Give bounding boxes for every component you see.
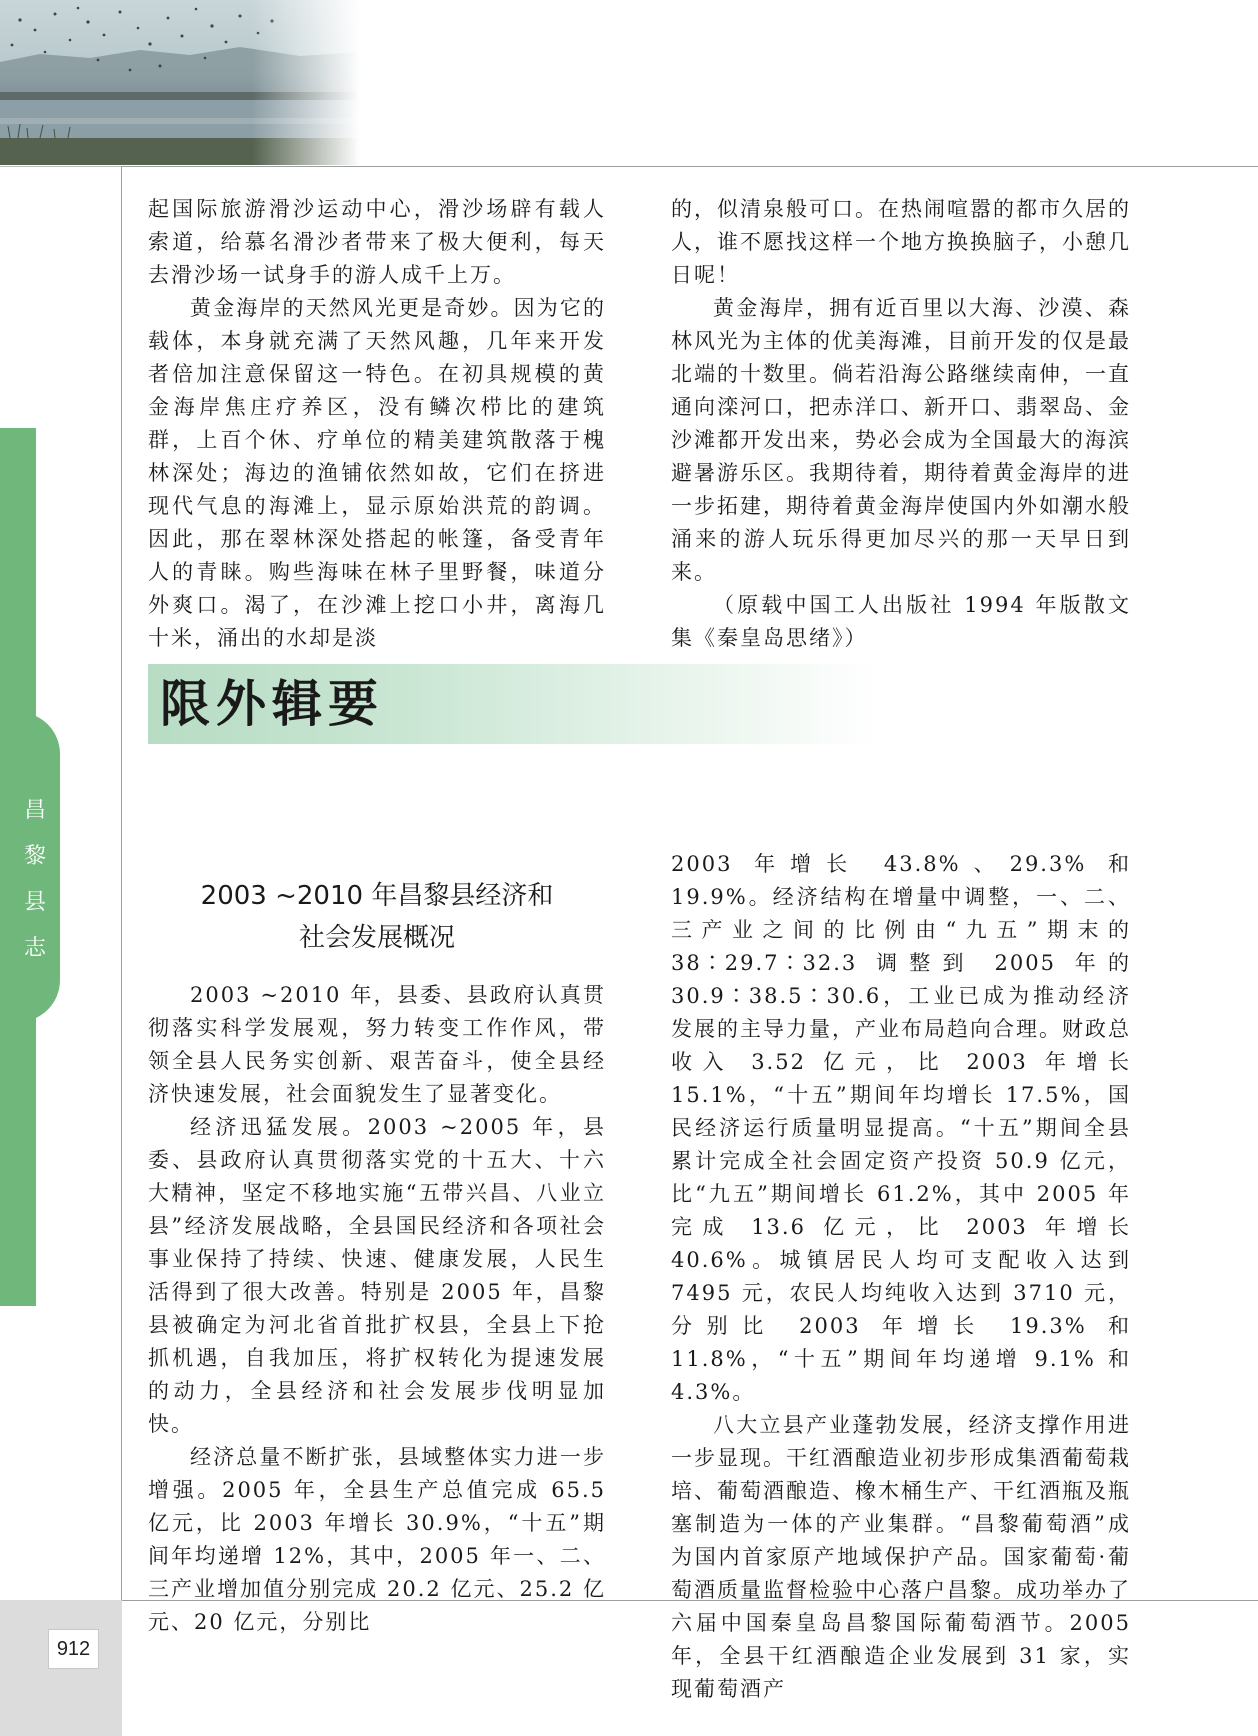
top-right-column [671,193,1131,655]
article-title [148,875,606,959]
paragraph: 黄金海岸，拥有近百里以大海、沙漠、森林风光为主体的优美海滩，目前开发的仅是最北端的十数里。倘若沿海公路继续南伸，一直通向滦河口，把赤洋口、新开口、翡翠岛、金沙滩都开发出来，势必会成为全国最大的海滨避暑游乐区。我期待着，期待着黄金海岸的进一步拓建，期待着黄金海岸使国内外如潮水般涌来的游人玩乐得更加尽兴的那一天早日到来。 [671,296,1131,584]
paragraph: 八大立县产业蓬勃发展，经济支撑作用进一步显现。干红酒酿造业初步形成集酒葡萄栽培、葡萄酒酿造、橡木桶生产、干红酒瓶及瓶塞制造为一体的产业集群。“昌黎葡萄酒”成为国内首家原产地域保护产品。国家葡萄·葡萄酒质量监督检验中心落户昌黎。成功举办了六届中国秦皇岛昌黎国际葡萄酒节。2005 年，全县干红酒酿造企业发展到 31 家，实现葡萄酒产 [671,1413,1131,1701]
side-title-char: 志 [23,936,46,961]
article-right-column [671,848,1131,1706]
header-photo-fade [0,0,360,165]
paragraph: 黄金海岸的天然风光更是奇妙。因为它的载体，本身就充满了天然风趣，几年来开发者倍加注意保留这一特色。在初具规模的黄金海岸焦庄疗养区，没有鳞次栉比的建筑群，上百个休、疗单位的精美建筑散落于槐林深处；海边的渔铺依然如故，它们在挤进现代气息的海滩上，显示原始洪荒的韵调。因此，那在翠林深处搭起的帐篷，备受青年人的青睐。购些海味在林子里野餐，味道分外爽口。渴了，在沙滩上挖口小井，离海几十米，涌出的水却是淡 [148,296,606,650]
article-title-line: 2003 ~2010 年昌黎县经济和 [200,881,554,911]
paragraph: 2003 年增长 43.8%、29.3% 和 19.9%。经济结构在增量中调整，一、二、三产业之间的比例由“九五”期末的 38∶29.7∶32.3 调整到 2005 年的 30.9∶38.5∶30.6，工业已成为推动经济发展的主导力量，产业布局趋向合理。财政总收入 3.52 亿元，比 2003 年增长 15.1%，“十五”期间年均增长 17.5%，国民经济运行质量明显提高。“十五”期间全县累计完成全社会固定资产投资 50.9 亿元，比“九五”期间增长 61.2%，其中 2005 年完成 13.6 亿元，比 2003 年增长 40.6%。城镇居民人均可支配收入达到 7495 元，农民人均纯收入达到 3710 元，分别比 2003 年增长 19.3% 和 11.8%，“十五”期间年均递增 9.1% 和 4.3%。 [671,852,1131,1404]
side-book-title [18,788,52,972]
header-landscape-photo [0,0,360,165]
section-title: 限外辑要 [160,674,384,733]
side-title-char: 黎 [23,844,46,869]
article-left-column [148,979,606,1639]
article-title-line: 社会发展概况 [298,923,455,953]
paragraph: 经济迅猛发展。2003 ~2005 年，县委、县政府认真贯彻落实党的十五大、十六大精神，坚定不移地实施“五带兴昌、八业立县”经济发展战略，全县国民经济和各项社会事业保持了持续、快速、健康发展，人民生活得到了很大改善。特别是 2005 年，昌黎县被确定为河北省首批扩权县，全县上下抢抓机遇，自我加压，将扩权转化为提速发展的动力，全县经济和社会发展步伐明显加快。 [148,1115,606,1436]
source-note: （原载中国工人出版社 1994 年版散文集《秦皇岛思绪》） [671,593,1131,650]
paragraph: 起国际旅游滑沙运动中心，滑沙场辟有载人索道，给慕名滑沙者带来了极大便利，每天去滑沙场一试身手的游人成千上万。 [148,197,606,287]
top-rule [122,166,1258,167]
side-title-char: 昌 [23,798,46,823]
left-vertical-rule [121,166,122,1600]
top-rule-left [0,166,122,167]
side-title-char: 县 [23,890,46,915]
top-left-column [148,193,606,655]
paragraph: 的，似清泉般可口。在热闹喧嚣的都市久居的人，谁不愿找这样一个地方换换脑子，小憩几日呢！ [671,197,1131,287]
page-number: 912 [48,1629,99,1669]
paragraph: 2003 ~2010 年，县委、县政府认真贯彻落实科学发展观，努力转变工作作风，带领全县人民务实创新、艰苦奋斗，使全县经济快速发展，社会面貌发生了显著变化。 [148,983,606,1106]
paragraph: 经济总量不断扩张，县域整体实力进一步增强。2005 年，全县生产总值完成 65.5 亿元，比 2003 年增长 30.9%，“十五”期间年均递增 12%，其中，2005 年一、二、三产业增加值分别完成 20.2 亿元、25.2 亿元、20 亿元，分别比 [148,1445,606,1634]
